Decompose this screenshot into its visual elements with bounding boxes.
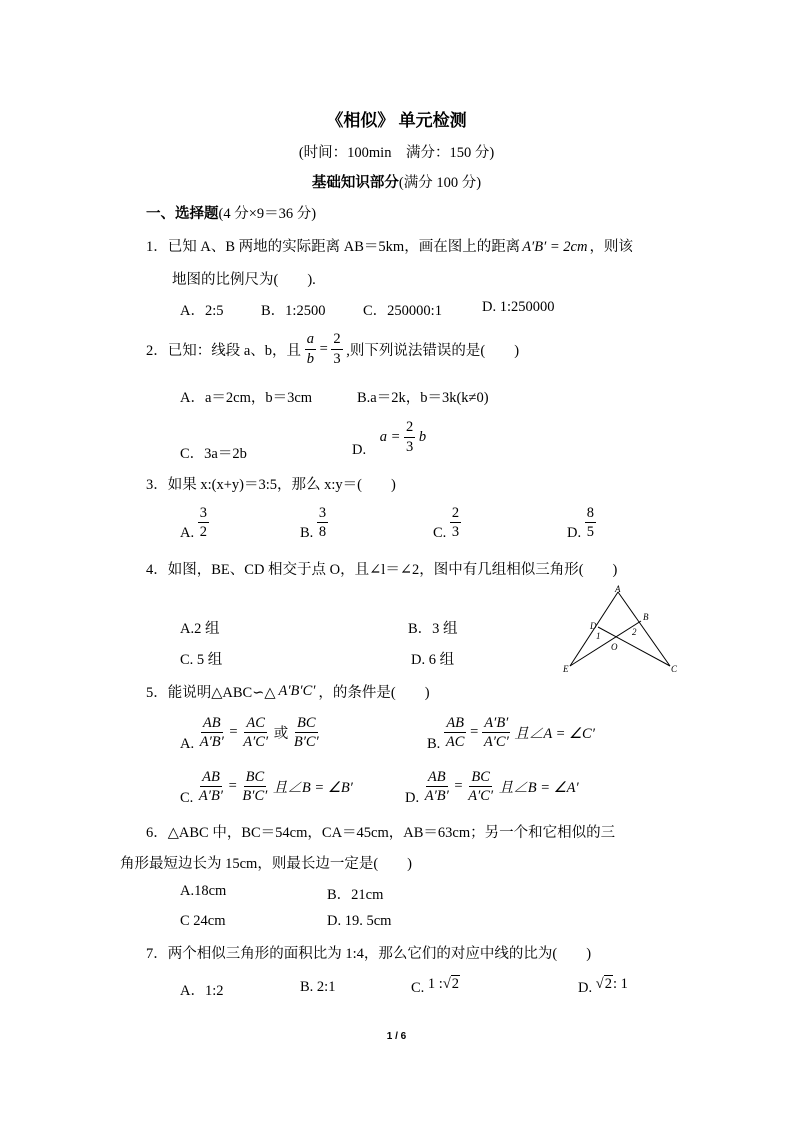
question-7: 7．两个相似三角形的面积比为 1:4，那么它们的对应中线的比为( ) — [146, 946, 592, 962]
q2-eq: = — [319, 340, 328, 357]
q4-option-b: B．3 组 — [408, 621, 458, 637]
q3-option-b-num: 3 — [317, 506, 328, 524]
q5-a-or: 或 — [273, 726, 289, 742]
q5-b-f2d: A′C′ — [483, 734, 509, 750]
question-4: 4．如图，BE、CD 相交于点 O，且∠l＝∠2，图中有几组相似三角形( ) — [146, 562, 618, 578]
q5-c-f2n: BC — [244, 770, 267, 788]
q2-frac-den: b — [306, 350, 314, 367]
q2-frac-num: a — [305, 332, 316, 350]
q1-text: 1．已知 A、B 两地的实际距离 AB＝5km，画在图上的距离 — [146, 239, 521, 255]
q5-a-f2d: A′C′ — [243, 734, 269, 750]
q5-c-frac1 — [197, 770, 225, 804]
q1-option-d: D. 1:250000 — [482, 299, 555, 315]
question-6: 6．△ABC 中，BC＝54cm，CA＝45cm，AB＝63cm；另一个和它相似的三 — [146, 825, 616, 841]
q3-option-b — [300, 503, 328, 542]
q5-option-c: C. $\frac{AB}{A'B'}$ = $\frac{BC}{B'C'}$ 且∠B = ∠B′ — [180, 768, 353, 806]
section-label: 一、选择题 — [146, 206, 219, 222]
q3-option-b-label: B. — [300, 525, 314, 541]
label-b: B — [643, 612, 649, 622]
label-angle-2: 2 — [632, 627, 637, 637]
page-number: 1 / 6 — [386, 1031, 407, 1042]
q3-option-c-label: C. — [433, 525, 447, 541]
q6-option-d: D. 19. 5cm — [327, 913, 392, 929]
q7-option-d-post: : 1 — [612, 976, 628, 992]
q3-option-b-frac — [317, 506, 328, 540]
q5-d-f1n: AB — [426, 770, 448, 788]
line-eb — [570, 621, 641, 666]
q3-option-d-label: D. — [567, 525, 582, 541]
q3-option-a-label: A. — [180, 525, 195, 541]
q7-option-d — [578, 972, 628, 997]
q5-d-f2d: A′C′ — [468, 788, 494, 804]
q3-option-d-den: 5 — [586, 524, 594, 540]
part-heading-bold: 基础知识部分 — [311, 175, 399, 191]
q5-d-frac2 — [466, 770, 495, 804]
part-heading — [0, 171, 793, 192]
q5-c-f2d: B′C′ — [242, 788, 268, 804]
q5-d-f1d: A′B′ — [424, 788, 449, 804]
q3-option-c-den: 3 — [451, 524, 460, 540]
q6-option-b: B．21cm — [327, 887, 384, 903]
q4-option-a: A.2 组 — [180, 621, 220, 637]
q5-c-condition: 且∠B = ∠B′ — [272, 780, 353, 796]
q5-option-c-label: C. — [180, 790, 194, 806]
q2-text: 2．已知：线段 a、b，且 — [146, 342, 302, 359]
q2-option-d-frac — [404, 420, 415, 454]
page-title: 《相似》 单元检测 — [326, 111, 467, 130]
q6-option-a: A.18cm — [180, 883, 227, 899]
q5-a-f3d: B′C′ — [293, 734, 319, 750]
q5-a-f3n: BC — [295, 716, 318, 734]
q7-option-c-sqrt: √2 — [442, 976, 460, 992]
q5-option-b: B. $\frac{AB}{AC}$ = $\frac{A'B'}{A'C'}$ 且∠A = ∠C′ — [427, 714, 595, 752]
label-c: C — [671, 664, 678, 674]
label-d: D — [590, 621, 597, 631]
q3-option-a-den: 2 — [199, 524, 207, 540]
q2-option-d-den: 3 — [406, 438, 414, 455]
line-ac — [618, 592, 670, 666]
q2-option-d-num: 2 — [404, 420, 415, 438]
q3-option-c — [433, 503, 461, 542]
question-3: 3．如果 x:(x+y)＝3:5，那么 x:y＝( ) — [146, 477, 396, 493]
q3-option-a-frac — [198, 506, 209, 540]
q7-option-d-radicand: 2 — [604, 976, 612, 992]
q3-option-d-frac — [585, 506, 596, 540]
q2-option-d — [352, 415, 426, 459]
q5-option-a-label: A. — [180, 736, 195, 752]
q3-option-d — [567, 503, 596, 542]
q2-fraction-ab — [305, 332, 316, 366]
q2-option-d-label: D. — [352, 442, 367, 458]
q3-option-b-den: 8 — [318, 524, 327, 540]
q5-b-f1n: AB — [444, 716, 466, 734]
label-a: A — [615, 584, 621, 594]
q7-option-d-sqrt: √2 — [595, 976, 612, 992]
q1-formula: A′B′ = 2cm — [522, 239, 588, 255]
q7-option-c-radicand: 2 — [451, 976, 460, 992]
q5-b-frac1 — [444, 716, 467, 750]
q4-option-c: C. 5 组 — [180, 652, 223, 668]
label-angle-1: 1 — [596, 631, 601, 641]
q2-option-c: C．3a＝2b — [180, 446, 247, 462]
q5-option-b-label: B. — [427, 736, 441, 752]
q7-option-d-label: D. — [578, 980, 593, 996]
q5-text: 5．能说明△ABC∽△ — [146, 685, 276, 701]
q3-option-d-num: 8 — [585, 506, 596, 524]
q5-d-condition: 且∠B = ∠A′ — [498, 780, 579, 796]
q3-option-c-num: 2 — [450, 506, 461, 524]
label-o: O — [611, 642, 618, 652]
question-5 — [146, 681, 430, 702]
q2-text-tail: ,则下列说法错误的是( ) — [346, 342, 520, 359]
q3-option-a — [180, 503, 209, 542]
q5-a-frac3 — [292, 716, 321, 750]
q2-option-d-lhs: a = — [379, 428, 401, 445]
q5-d-frac1 — [423, 770, 451, 804]
q5-formula: A′B′C′ — [278, 683, 316, 699]
q5-b-f1d: AC — [445, 734, 465, 750]
question-1 — [146, 235, 633, 256]
q1-option-b: B．1:2500 — [261, 303, 326, 319]
q5-a-f1d: A′B′ — [199, 734, 224, 750]
label-e: E — [563, 664, 569, 674]
q5-a-frac2 — [241, 716, 270, 750]
q5-a-frac1 — [198, 716, 226, 750]
q2-option-b: B.a＝2k，b＝3k(k≠0) — [357, 390, 489, 406]
q2-frac2-num: 2 — [331, 332, 342, 350]
part-heading-score: (满分 100 分) — [398, 175, 482, 191]
q3-option-a-num: 3 — [198, 506, 209, 524]
q5-b-frac2 — [482, 716, 511, 750]
q5-d-f2n: BC — [469, 770, 492, 788]
q5-b-f2n: A′B′ — [482, 716, 510, 734]
q5-option-d: D. $\frac{AB}{A'B'}$ = $\frac{BC}{A'C'}$ 且∠B = ∠A′ — [405, 768, 579, 806]
q5-c-frac2 — [240, 770, 269, 804]
question-2 — [146, 332, 519, 366]
q5-b-condition: 且∠A = ∠C′ — [514, 726, 595, 742]
q6-option-c: C 24cm — [180, 913, 226, 929]
q1-text-tail: ，则该 — [589, 239, 633, 255]
q5-a-f1n: AB — [201, 716, 223, 734]
q5-option-a: A. $\frac{AB}{A'B'}$ = $\frac{AC}{A'C'}$ 或 $\frac{BC}{B'C'}$ — [180, 714, 319, 752]
q7-option-b: B. 2:1 — [300, 979, 336, 995]
q5-c-f1n: AB — [200, 770, 222, 788]
q1-option-c: C．250000:1 — [363, 303, 442, 319]
q5-c-f1d: A′B′ — [198, 788, 223, 804]
q3-option-c-frac — [450, 506, 461, 540]
q2-option-a: A．a＝2cm，b＝3cm — [180, 390, 313, 406]
section-score: (4 分×9＝36 分) — [218, 206, 317, 222]
question-6-line2: 角形最短边长为 15cm，则最长边一定是( ) — [120, 856, 412, 872]
q2-fraction-23 — [331, 332, 342, 366]
q2-frac2-den: 3 — [333, 350, 341, 367]
q5-text-tail: ，的条件是( ) — [318, 685, 430, 701]
q5-a-f2n: AC — [244, 716, 267, 734]
q1-option-a: A．2:5 — [180, 303, 224, 319]
exam-info: (时间：100min 满分：150 分) — [298, 145, 495, 161]
q1-text-line2: 地图的比例尺为( ). — [172, 272, 316, 288]
q7-option-c-label: C. — [411, 980, 425, 996]
q7-option-c — [411, 972, 460, 997]
q2-option-d-rhs: b — [418, 428, 427, 445]
triangle-figure — [560, 584, 680, 676]
q7-option-a: A．1:2 — [180, 983, 224, 999]
q7-option-c-pre: 1 : — [427, 976, 443, 992]
section-heading — [146, 202, 316, 223]
q5-option-d-label: D. — [405, 790, 420, 806]
q4-option-d: D. 6 组 — [411, 652, 455, 668]
